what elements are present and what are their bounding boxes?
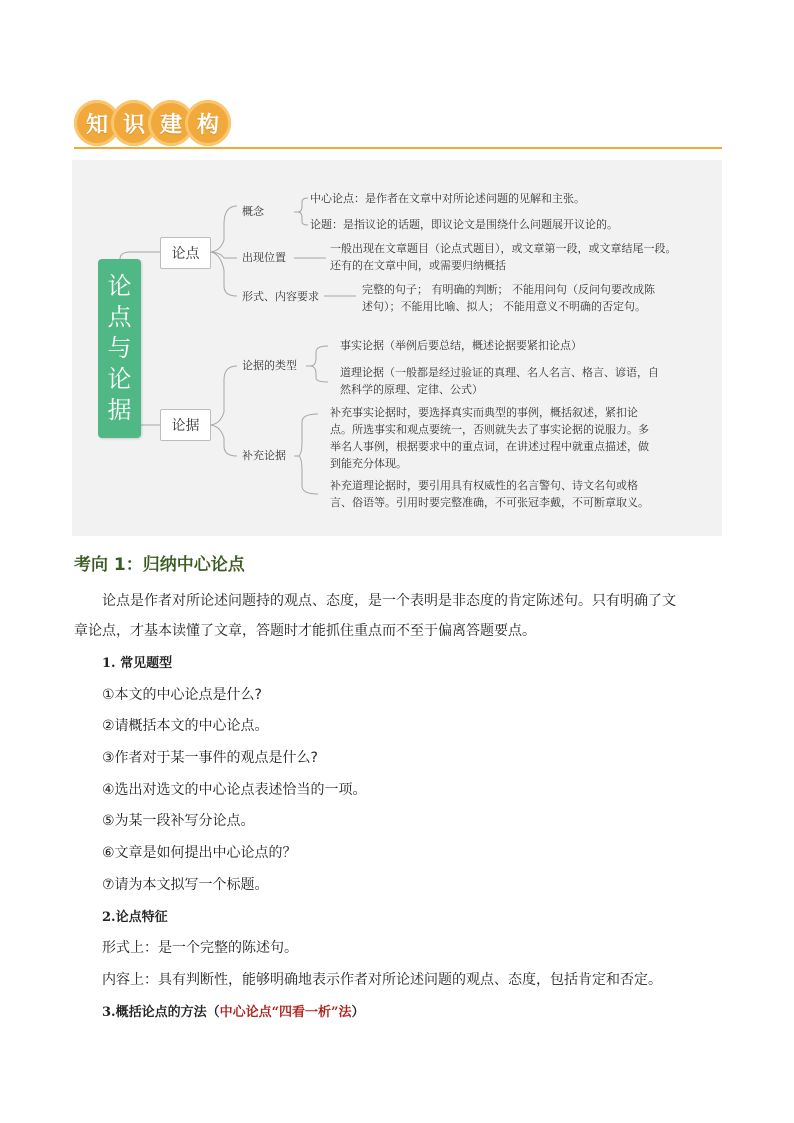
leaf-daoli-2: 然科学的原理、定律、公式） <box>340 383 483 396</box>
root-char: 论 <box>107 365 132 393</box>
branch-gainian: 概念 <box>242 205 264 218</box>
node-lundian: 论点 <box>160 237 211 269</box>
badge-char: 建 <box>148 100 194 146</box>
leaf-lunti: 论题：是指议论的话题，即议论文是围绕什么问题展开议论的。 <box>310 218 618 231</box>
heading-method <box>102 997 752 1028</box>
leaf-bc2-1: 补充道理论据时，要引用具有权威性的名言警句、诗文名句或格 <box>330 479 638 492</box>
leaf-bc1-2: 点。所选事实和观点要统一，否则就失去了事实论据的说服力。多 <box>330 423 649 436</box>
section-title: 考向 1：归纳中心论点 <box>74 555 245 575</box>
branch-leixing: 论据的类型 <box>242 359 297 372</box>
intro-line-2: 章论点，才基本读懂了文章，答题时才能抓住重点而不至于偏离答题要点。 <box>74 623 536 639</box>
badge-char: 构 <box>185 100 231 146</box>
branch-xingshi: 形式、内容要求 <box>242 290 319 303</box>
leaf-chuxian-2: 还有的在文章中间，或需要归纳概括 <box>330 259 506 272</box>
list-item: ②请概括本文的中心论点。 <box>102 718 269 734</box>
list-item: ③作者对于某一事件的观点是什么? <box>102 750 318 766</box>
feature-form: 形式上：是一个完整的陈述句。 <box>102 940 298 956</box>
mind-map-root <box>98 259 141 438</box>
root-char: 据 <box>107 396 132 424</box>
heading-method-suffix: ） <box>351 1005 365 1020</box>
badge-char: 知 <box>74 100 120 146</box>
leaf-bc2-2: 言、俗语等。引用时要完整准确，不可张冠李戴，不可断章取义。 <box>330 496 649 509</box>
heading-method-highlight: 中心论点“四看一析”法 <box>219 1005 352 1020</box>
heading-method-prefix: 3.概括论点的方法（ <box>102 1005 220 1020</box>
heading-question-types: 1. 常见题型 <box>102 656 173 671</box>
leaf-zhongxin: 中心论点：是作者在文章中对所论述问题的见解和主张。 <box>310 192 585 205</box>
heading-features: 2.论点特征 <box>102 910 168 925</box>
header-divider <box>74 147 722 149</box>
leaf-shishi: 事实论据（举例后要总结，概述论据要紧扣论点） <box>340 339 582 352</box>
branch-chuxian: 出现位置 <box>242 251 286 264</box>
root-char: 论 <box>107 272 132 300</box>
leaf-xingshi-2: 述句）；不能用比喻、拟人； 不能用意义不明确的否定句。 <box>362 300 646 313</box>
badge-char: 识 <box>111 100 157 146</box>
list-item: ⑥文章是如何提出中心论点的？ <box>102 845 297 861</box>
root-char: 点 <box>107 303 132 331</box>
mind-map <box>72 160 722 536</box>
leaf-bc1-1: 补充事实论据时，要选择真实而典型的事例，概括叙述，紧扣论 <box>330 406 638 419</box>
feature-content: 内容上：具有判断性，能够明确地表示作者对所论述问题的观点、态度，包括肯定和否定。 <box>102 972 662 988</box>
leaf-bc1-3: 举名人事例，根据要求中的重点词，在讲述过程中就重点描述，做 <box>330 440 649 453</box>
list-item: ⑤为某一段补写分论点。 <box>102 813 255 829</box>
branch-buchong: 补充论据 <box>242 449 286 462</box>
node-lunju: 论据 <box>160 409 211 441</box>
leaf-bc1-4: 到能充分体现。 <box>330 457 407 470</box>
list-item: ⑦请为本文拟写一个标题。 <box>102 877 269 893</box>
list-item: ④选出对选文的中心论点表述恰当的一项。 <box>102 782 367 798</box>
leaf-chuxian-1: 一般出现在文章题目（论点式题目），或文章第一段，或文章结尾一段。 <box>330 242 677 255</box>
intro-line-1: 论点是作者对所论述问题持的观点、态度，是一个表明是非态度的肯定陈述句。只有明确了文 <box>102 593 676 609</box>
list-item: ①本文的中心论点是什么? <box>102 687 262 703</box>
leaf-daoli-1: 道理论据（一般都是经过验证的真理、名人名言、格言、谚语，自 <box>340 366 659 379</box>
leaf-xingshi-1: 完整的句子； 有明确的判断； 不能用问句（反问句要改成陈 <box>362 283 655 296</box>
root-char: 与 <box>107 334 132 362</box>
